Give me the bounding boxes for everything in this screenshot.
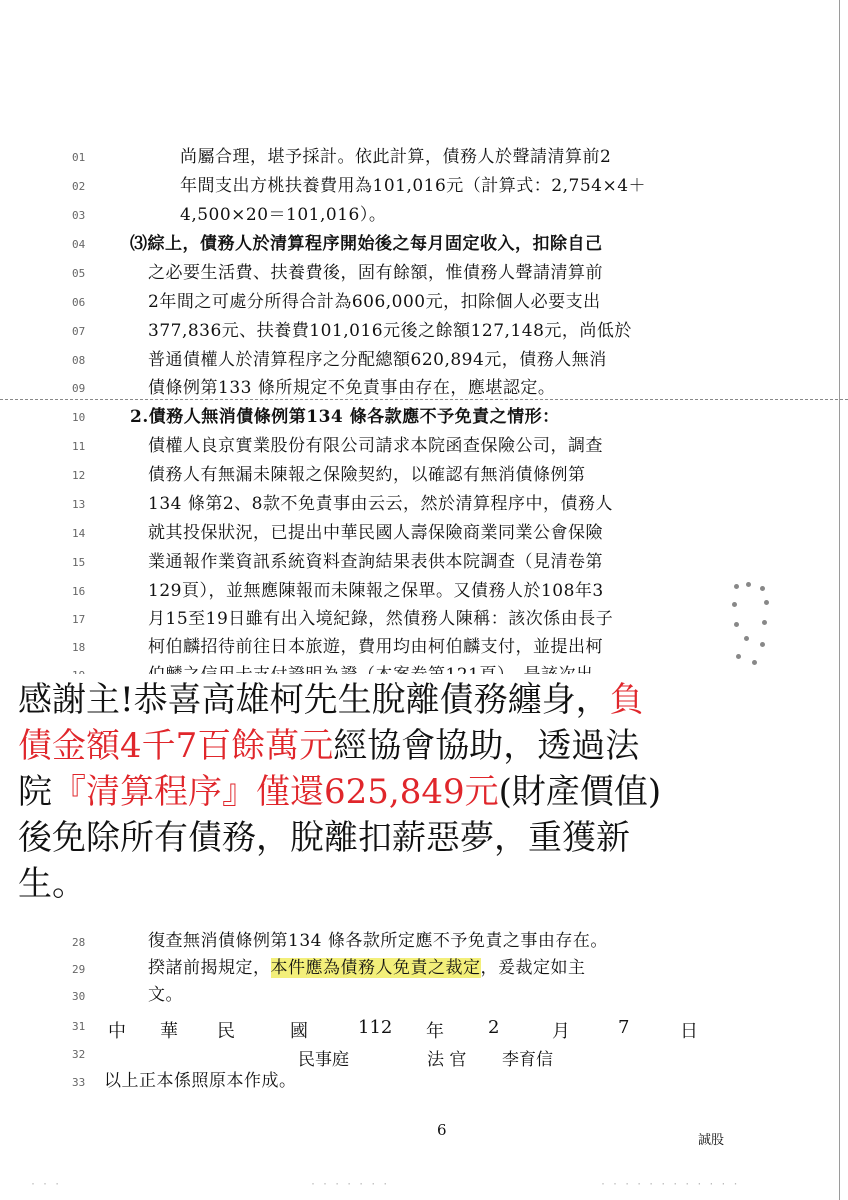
scan-artifact: · · · · · · · xyxy=(310,1179,389,1190)
line-28 xyxy=(0,928,848,956)
line-text: 尚屬合理，堪予採計。依此計算，債務人於聲請清算前2 xyxy=(180,147,612,167)
line-number: 02 xyxy=(72,180,86,193)
line-number: 32 xyxy=(72,1048,86,1061)
line-10 xyxy=(0,403,848,431)
line-02 xyxy=(0,172,848,200)
page-number: 6 xyxy=(437,1121,447,1139)
line-number: 10 xyxy=(72,411,86,424)
note-line-5: 生。 xyxy=(18,864,86,904)
line-09 xyxy=(0,374,848,402)
line-29 xyxy=(0,955,848,983)
line-number: 13 xyxy=(72,498,86,511)
line-17 xyxy=(0,605,848,633)
line-01 xyxy=(0,143,848,171)
line-number: 11 xyxy=(72,440,86,453)
line-text: 揆諸前揭規定，本件應為債務人免責之裁定，爰裁定如主 xyxy=(148,958,586,978)
line-number: 31 xyxy=(72,1020,86,1033)
line-text: 以上正本係照原本作成。 xyxy=(104,1071,297,1091)
line-07 xyxy=(0,317,848,345)
line-number: 06 xyxy=(72,296,86,309)
line-text: 134 條第2、8款不免責事由云云，然於清算程序中，債務人 xyxy=(148,494,613,514)
line-18 xyxy=(0,633,848,661)
note-line-4: 後免除所有債務，脫離扣薪惡夢，重獲新 xyxy=(18,818,630,858)
line-number: 12 xyxy=(72,469,86,482)
line-08 xyxy=(0,346,848,374)
date-char: 年 xyxy=(426,1021,444,1042)
testimonial-note xyxy=(8,674,808,924)
highlighted-ruling: 本件應為債務人免責之裁定 xyxy=(270,958,481,978)
line-number: 17 xyxy=(72,613,86,626)
line-text: 債務人有無漏未陳報之保險契約，以確認有無消債條例第 xyxy=(148,465,586,485)
line-32 xyxy=(0,1040,848,1068)
line-text: 復查無消債條例第134 條各款所定應不予免責之事由存在。 xyxy=(148,931,608,951)
line-14 xyxy=(0,519,848,547)
line-text: ⑶綜上，債務人於清算程序開始後之每月固定收入，扣除自己 xyxy=(130,234,603,254)
line-number: 05 xyxy=(72,267,86,280)
line-text: 2年間之可處分所得合計為606,000元，扣除個人必要支出 xyxy=(148,292,601,312)
scan-divider xyxy=(0,399,848,401)
line-number: 28 xyxy=(72,936,86,949)
date-char: 中 xyxy=(108,1021,126,1042)
line-number: 03 xyxy=(72,209,86,222)
note-line-3: 院『清算程序』僅還625,849元(財產價值) xyxy=(18,772,662,812)
line-text: 普通債權人於清算程序之分配總額620,894元，債務人無消 xyxy=(148,350,607,370)
line-text: 月15至19日雖有出入境紀錄，然債務人陳稱：該次係由長子 xyxy=(148,609,614,629)
scan-artifact: · · · · · · · · · · · · xyxy=(600,1179,739,1190)
line-text: 之必要生活費、扶養費後，固有餘額，惟債務人聲請清算前 xyxy=(148,263,603,283)
line-31 xyxy=(0,1012,848,1040)
line-11 xyxy=(0,432,848,460)
line-30 xyxy=(0,982,848,1010)
line-text: 柯伯麟招待前往日本旅遊，費用均由柯伯麟支付，並提出柯 xyxy=(148,637,603,657)
line-15 xyxy=(0,548,848,576)
line-number: 16 xyxy=(72,585,86,598)
date-char: 日 xyxy=(680,1021,698,1042)
date-month: 2 xyxy=(488,1017,500,1038)
court-division: 民事庭 xyxy=(298,1050,349,1070)
line-text: 年間支出方桃扶養費用為101,016元（計算式：2,754×4＋ xyxy=(180,176,647,196)
line-13 xyxy=(0,490,848,518)
line-06 xyxy=(0,288,848,316)
line-text: 377,836元、扶養費101,016元後之餘額127,148元，尚低於 xyxy=(148,321,632,341)
line-text: 文。 xyxy=(148,985,183,1005)
division-seal: 誠股 xyxy=(698,1133,725,1148)
date-day: 7 xyxy=(618,1017,630,1038)
line-number: 07 xyxy=(72,325,86,338)
date-char: 國 xyxy=(290,1021,308,1042)
line-05 xyxy=(0,259,848,287)
line-03 xyxy=(0,201,848,229)
scan-artifact: · · · xyxy=(30,1179,61,1190)
line-text: 2.債務人無消債條例第134 條各款應不予免責之情形： xyxy=(130,407,560,427)
note-line-2: 債金額4千7百餘萬元經協會協助，透過法 xyxy=(18,726,640,766)
date-year: 112 xyxy=(358,1017,393,1038)
line-text: 業通報作業資訊系統資料查詢結果表供本院調查（見清卷第 xyxy=(148,552,603,572)
judge-name: 李育信 xyxy=(502,1050,553,1070)
line-number: 29 xyxy=(72,963,86,976)
line-number: 01 xyxy=(72,151,86,164)
line-16 xyxy=(0,577,848,605)
line-number: 18 xyxy=(72,641,86,654)
judge-title: 法 官 xyxy=(427,1050,467,1070)
line-12 xyxy=(0,461,848,489)
line-number: 04 xyxy=(72,238,86,251)
line-text: 就其投保狀況，已提出中華民國人壽保險商業同業公會保險 xyxy=(148,523,603,543)
line-text: 4,500×20＝101,016）。 xyxy=(180,205,387,225)
date-char: 民 xyxy=(217,1021,235,1042)
line-number: 08 xyxy=(72,354,86,367)
line-number: 09 xyxy=(72,382,86,395)
line-number: 33 xyxy=(72,1076,86,1089)
line-number: 15 xyxy=(72,556,86,569)
date-char: 月 xyxy=(552,1021,570,1042)
line-text: 債條例第133 條所規定不免責事由存在，應堪認定。 xyxy=(148,378,556,398)
line-number: 30 xyxy=(72,990,86,1003)
perforation-stamp xyxy=(730,580,774,670)
date-char: 華 xyxy=(160,1021,178,1042)
line-number: 14 xyxy=(72,527,86,540)
note-line-1: 感謝主!恭喜高雄柯先生脫離債務纏身，負 xyxy=(18,680,644,720)
line-33 xyxy=(0,1068,848,1096)
line-text: 129頁），並無應陳報而未陳報之保單。又債務人於108年3 xyxy=(148,581,604,601)
line-text: 債權人良京實業股份有限公司請求本院函查保險公司，調查 xyxy=(148,436,603,456)
line-04 xyxy=(0,230,848,258)
